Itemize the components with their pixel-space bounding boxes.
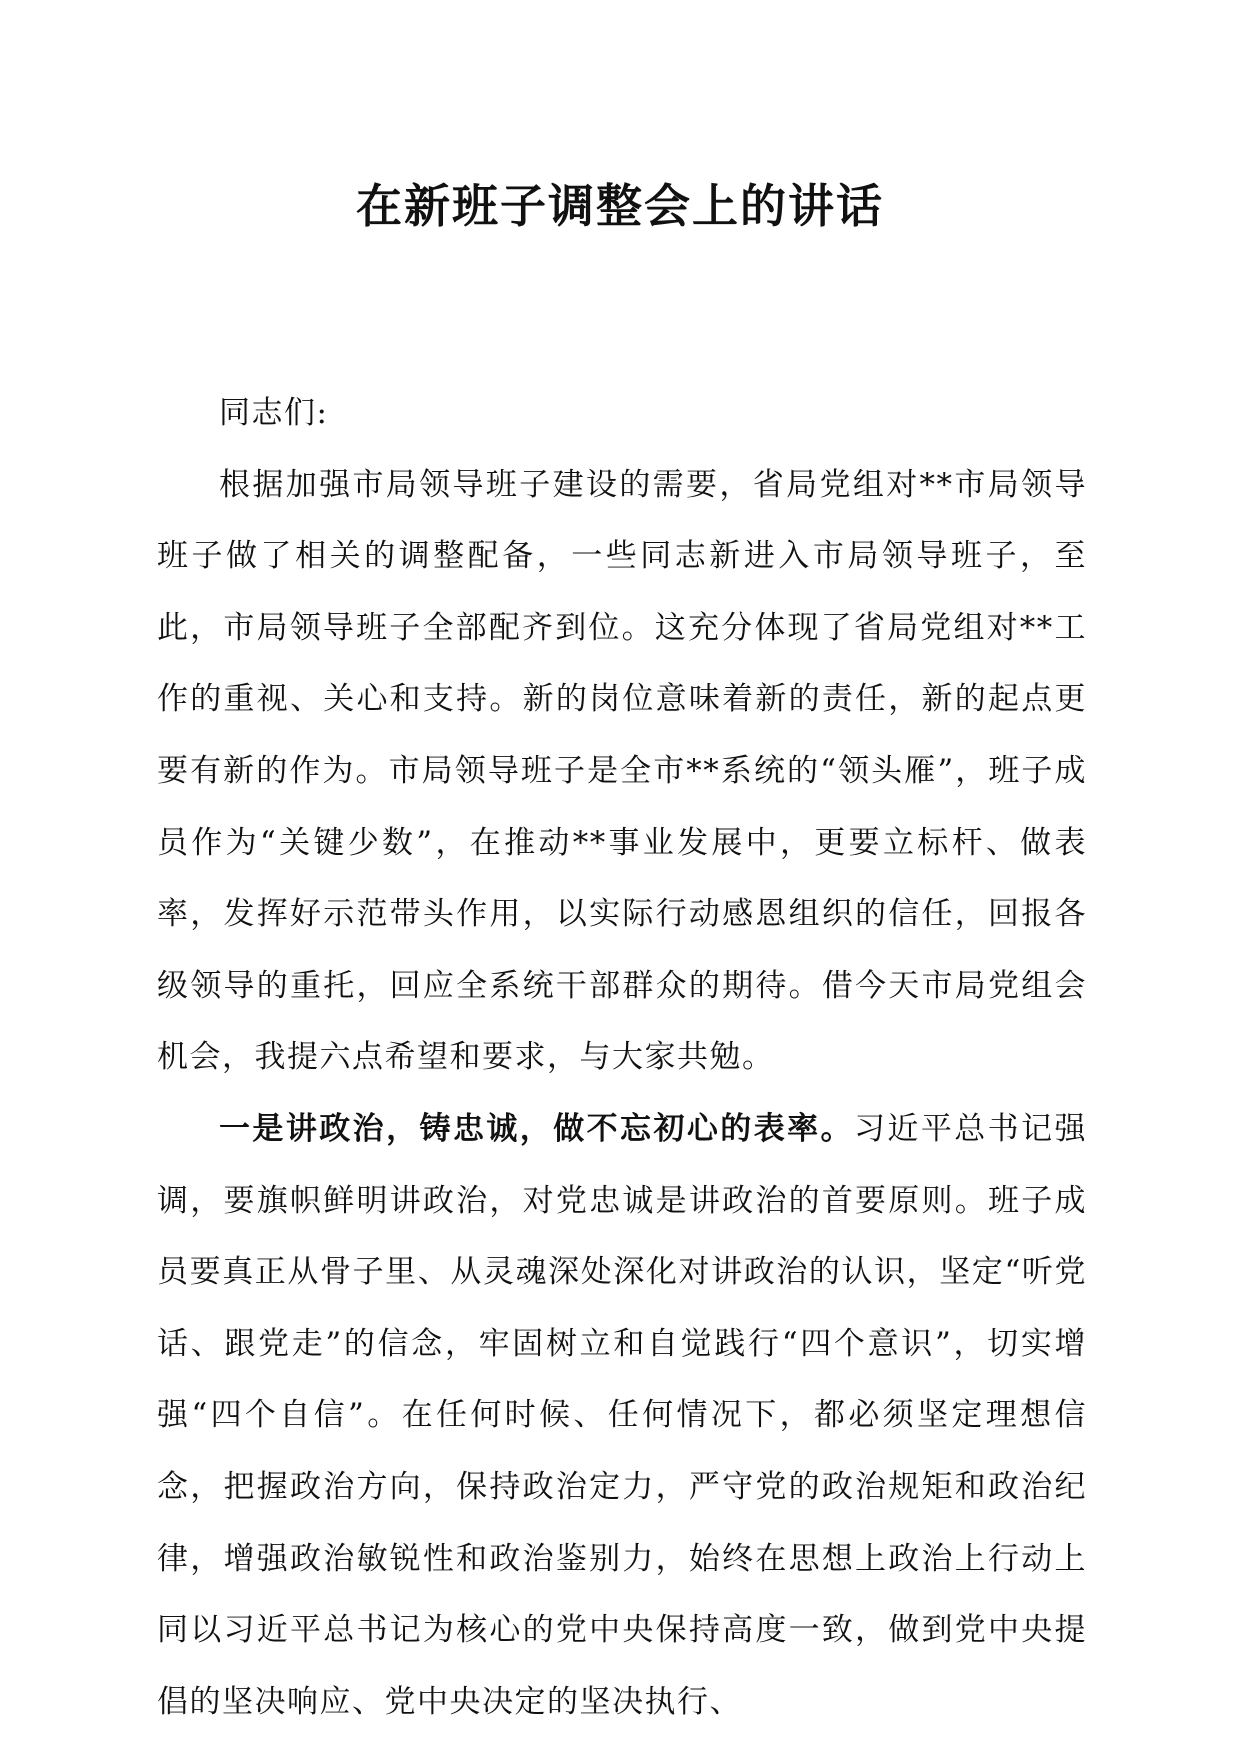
point-one-heading: 一是讲政治，铸忠诚，做不忘初心的表率。: [219, 1110, 854, 1147]
paragraph-intro: 根据加强市局领导班子建设的需要，省局党组对**市局领导班子做了相关的调整配备，一些同志新进入市局领导班子，至此，市局领导班子全部配齐到位。这充分体现了省局党组对**工作的重视、关心和支持。新的岗位意味着新的责任，新的起点更要有新的作为。市局领导班子是全市**系统的“领头雁”，班子成员作为“关键少数”，在推动**事业发展中，更要立标杆、做表率，发挥好示范带头作用，以实际行动感恩组织的信任，回报各级领导的重托，回应全系统干部群众的期待。借今天市局党组会机会，我提六点希望和要求，与大家共勉。: [157, 466, 1087, 1076]
paragraph-point-one: [157, 1094, 1087, 1738]
point-one-text: 习近平总书记强调，要旗帜鲜明讲政治，对党忠诚是讲政治的首要原则。班子成员要真正从骨子里、从灵魂深处深化对讲政治的认识，坚定“听党话、跟党走”的信念，牢固树立和自觉践行“四个意识”，切实增强“四个自信”。在任何时候、任何情况下，都必须坚定理想信念，把握政治方向，保持政治定力，严守党的政治规矩和政治纪律，增强政治敏锐性和政治鉴别力，始终在思想上政治上行动上同以习近平总书记为核心的党中央保持高度一致，做到党中央提倡的坚决响应、党中央决定的坚决执行、: [157, 1110, 1088, 1720]
salutation: 同志们:: [219, 395, 329, 431]
document-body: [157, 378, 1087, 1738]
document-title: 在新班子调整会上的讲话: [356, 179, 884, 233]
